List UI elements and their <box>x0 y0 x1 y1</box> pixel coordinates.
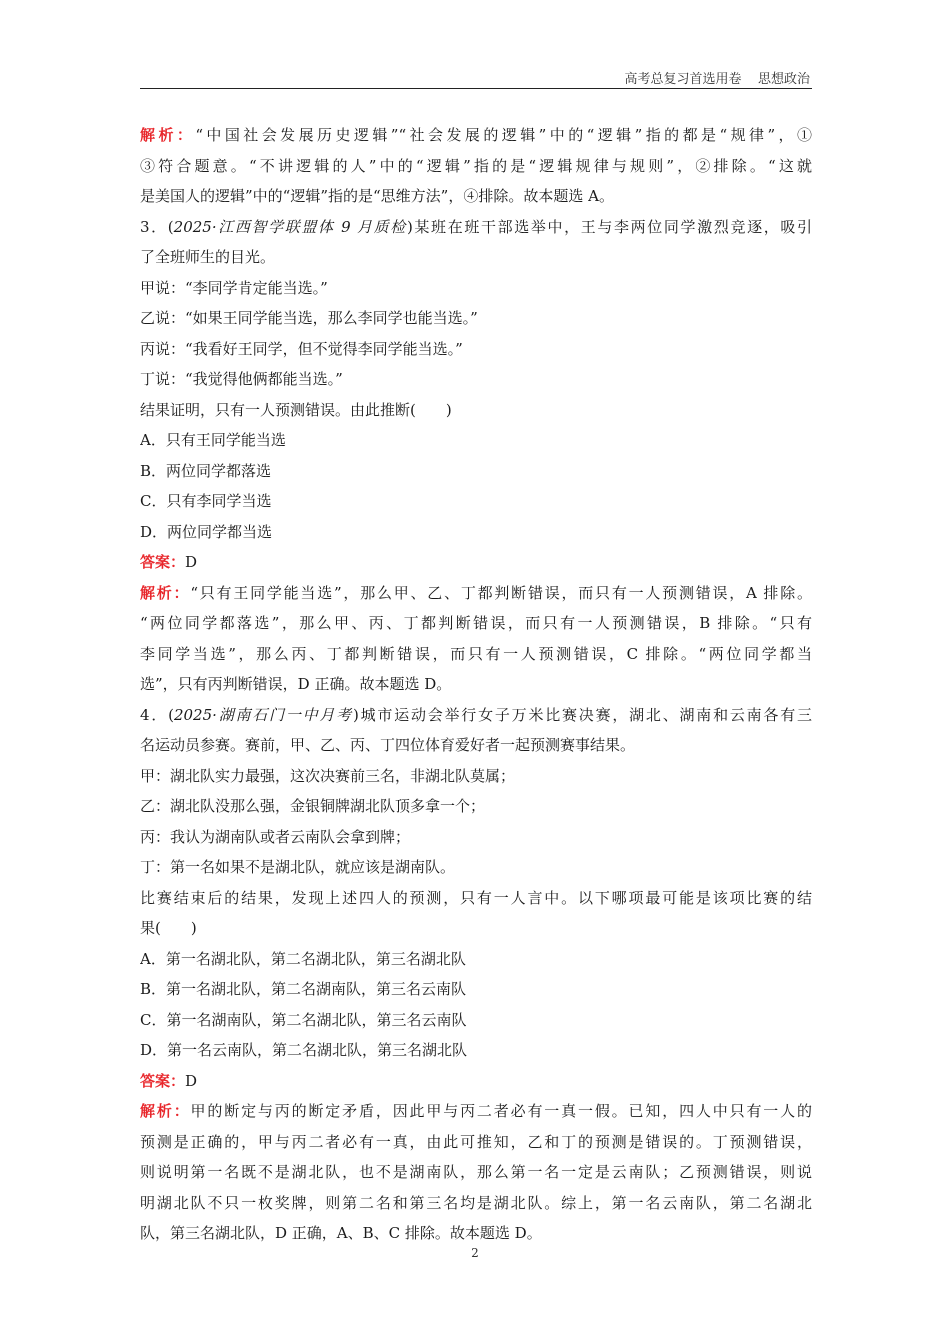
q3-option-c: C．只有李同学当选 <box>140 492 272 510</box>
analysis-label: 解析： <box>140 1102 191 1120</box>
q4-analysis-line-3: 则说明第一名既不是湖北队，也不是湖南队，那么第一名一定是云南队；乙预测错误，则说 <box>140 1163 812 1181</box>
q4-option-a: A．第一名湖北队，第二名湖北队，第三名湖北队 <box>140 949 466 968</box>
q4-statement-bing: 丙：我认为湖南队或者云南队会拿到牌； <box>140 827 411 846</box>
q3-option-d: D．两位同学都当选 <box>140 522 273 541</box>
q4-statement-ding: 丁：第一名如果不是湖北队，就应该是湖南队。 <box>140 858 456 876</box>
q4-answer <box>140 1066 812 1097</box>
q3-answer <box>140 547 812 578</box>
q3-statement-ding: 丁说：“我觉得他俩都能当选。” <box>140 370 343 388</box>
q4-question-line-1: 比赛结束后的结果，发现上述四人的预测，只有一人言中。以下哪项最可能是该项比赛的结 <box>140 888 812 907</box>
q4-analysis-line-2: 预测是正确的，甲与丙二者必有一真，由此可推知，乙和丁的预测是错误的。丁预测错误， <box>140 1132 812 1151</box>
q4-statement-jia: 甲：湖北队实力最强，这次决赛前三名，非湖北队莫属； <box>140 766 516 785</box>
prev-analysis-line-1: 解析：“中国社会发展历史逻辑”“社会发展的逻辑”中的“逻辑”指的都是“规律”，① <box>140 126 812 144</box>
page-header <box>140 66 812 89</box>
q3-option-b: B．两位同学都落选 <box>140 461 272 480</box>
q3-statement-jia: 甲说：“李同学肯定能当选。” <box>140 278 328 297</box>
q3-analysis-line-3: 李同学当选”，那么丙、丁都判断错误，而只有一人预测错误，C 排除。“两位同学都当 <box>140 644 812 663</box>
answer-label: 答案： <box>140 553 186 571</box>
header-title: 高考总复习首选用卷 思想政治 <box>624 72 810 87</box>
prev-analysis-line-2: ③符合题意。“不讲逻辑的人”中的“逻辑”指的是“逻辑规律与规则”，②排除。“这就 <box>140 156 812 175</box>
q4-answer-value: D <box>185 1071 198 1090</box>
q4-stem-line-2: 名运动员参赛。赛前，甲、乙、丙、丁四位体育爱好者一起预测赛事结果。 <box>140 736 636 754</box>
q4-source: 2025·湖南石门一中月考 <box>173 705 353 724</box>
q3-question: 结果证明，只有一人预测错误。由此推断( ) <box>140 400 452 419</box>
page-number: 2 <box>471 1246 479 1260</box>
q3-source: 2025·江西智学联盟体 9 月质检 <box>173 217 407 236</box>
q4-option-c: C．第一名湖南队，第二名湖北队，第三名云南队 <box>140 1010 467 1029</box>
q3-stem-line-1: 3．(2025·江西智学联盟体 9 月质检)某班在班干部选举中，王与李两位同学激烈竞逐，吸引 <box>140 217 812 236</box>
q4-analysis-line-1: 解析：甲的断定与丙的断定矛盾，因此甲与丙二者必有一真一假。已知，四人中只有一人的 <box>140 1102 812 1120</box>
q4-stem-line-1: 4．(2025·湖南石门一中月考)城市运动会举行女子万米比赛决赛，湖北、湖南和云南各有三 <box>140 705 812 724</box>
q3-statement-yi: 乙说：“如果王同学能当选，那么李同学也能当选。” <box>140 309 478 327</box>
prev-analysis-line-3: 是美国人的逻辑”中的“逻辑”指的是“思维方法”，④排除。故本题选 A。 <box>140 187 614 205</box>
q3-analysis-line-2: “两位同学都落选”，那么甲、丙、丁都判断错误，而只有一人预测错误，B 排除。“只有 <box>140 614 812 632</box>
q4-analysis-line-5: 队，第三名湖北队，D 正确，A、B、C 排除。故本题选 D。 <box>140 1224 542 1242</box>
answer-label: 答案： <box>140 1071 186 1090</box>
q3-stem-line-2: 了全班师生的目光。 <box>140 248 276 266</box>
q3-analysis-line-1: 解析：“只有王同学能当选”，那么甲、乙、丁都判断错误，而只有一人预测错误，A 排除。 <box>140 583 812 602</box>
q3-option-a: A．只有王同学能当选 <box>140 431 286 449</box>
q3-answer-value: D <box>185 553 198 571</box>
analysis-label: 解析： <box>140 583 191 602</box>
q4-option-d: D．第一名云南队，第二名湖北队，第三名湖北队 <box>140 1041 468 1059</box>
q4-option-b: B．第一名湖北队，第二名湖南队，第三名云南队 <box>140 980 467 998</box>
q3-statement-bing: 丙说：“我看好王同学，但不觉得李同学能当选。” <box>140 339 463 358</box>
page-content <box>140 120 812 1249</box>
q4-analysis-line-4: 明湖北队不只一枚奖牌，则第二名和第三名均是湖北队。综上，第一名云南队，第二名湖北 <box>140 1193 812 1212</box>
analysis-label: 解析： <box>140 126 196 144</box>
q4-question-line-2: 果( ) <box>140 919 197 937</box>
q4-statement-yi: 乙：湖北队没那么强，金银铜牌湖北队顶多拿一个； <box>140 797 486 815</box>
q3-analysis-line-4: 选”，只有丙判断错误，D 正确。故本题选 D。 <box>140 675 452 693</box>
